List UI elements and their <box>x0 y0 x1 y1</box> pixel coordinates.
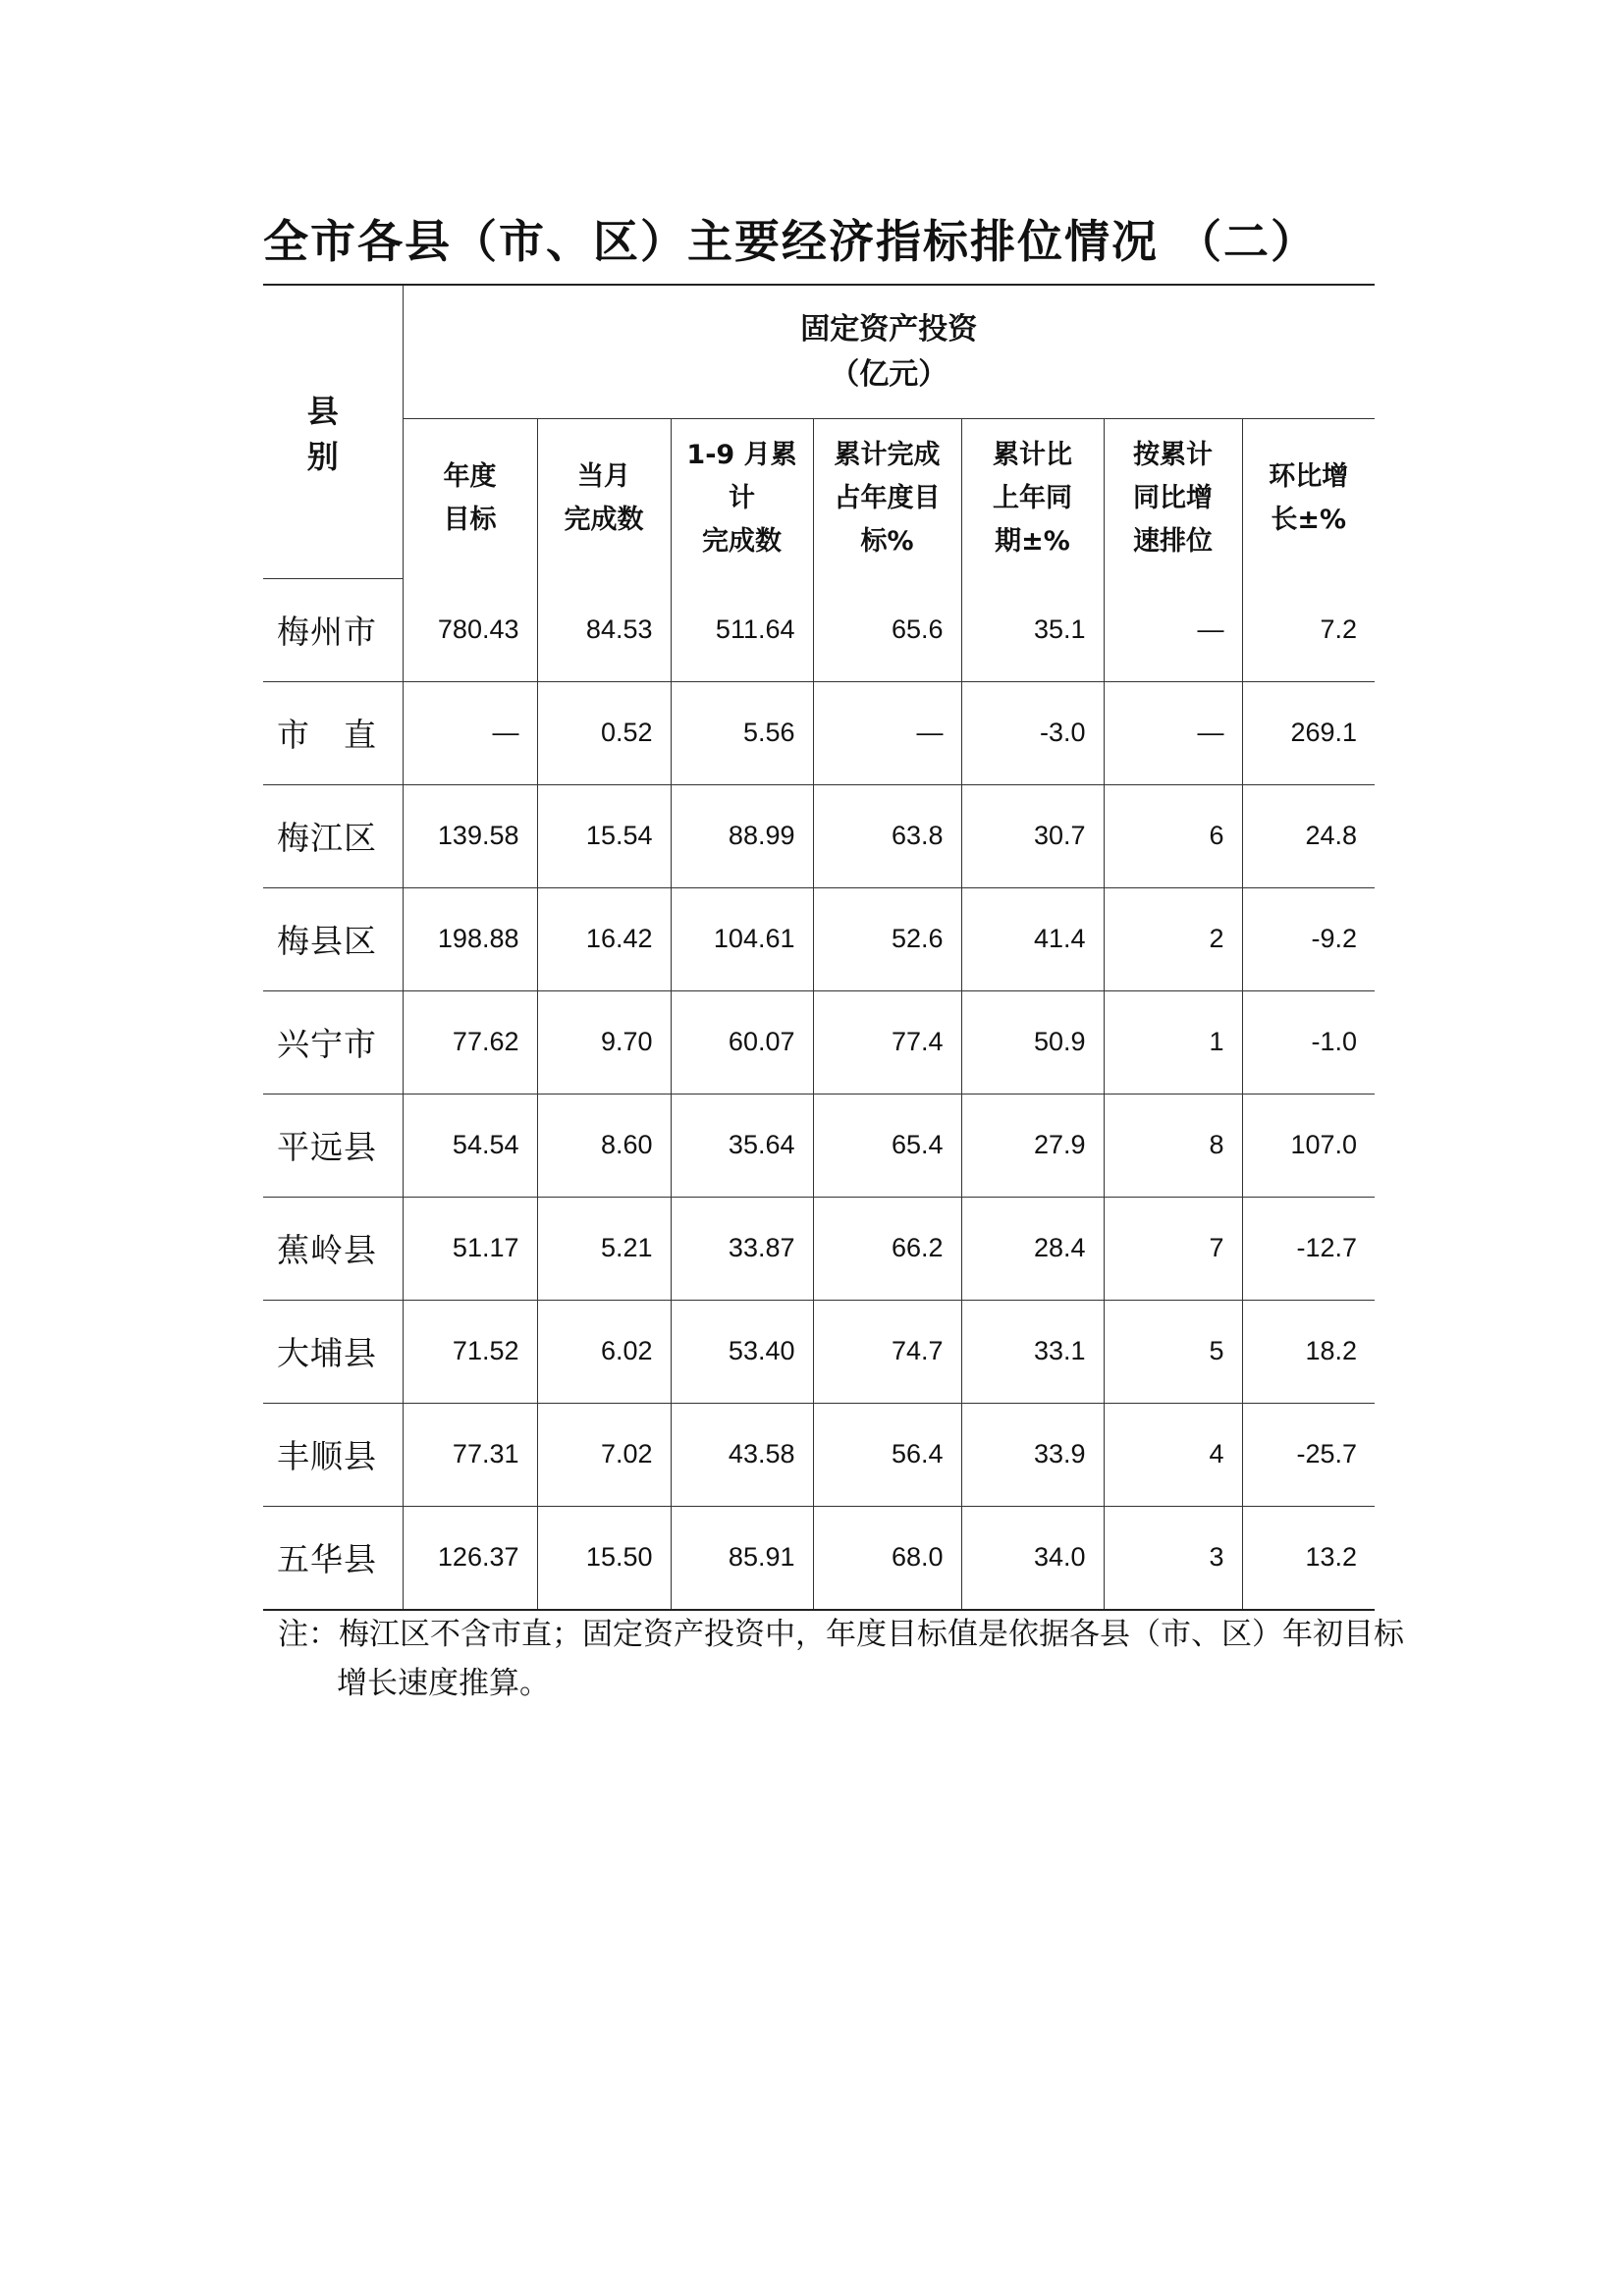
cell-target-ratio: 66.2 <box>813 1197 961 1300</box>
column-header-target-ratio: 累计完成 占年度目 标% <box>813 419 961 579</box>
table-row <box>263 1094 1375 1197</box>
cell-growth-rank: 4 <box>1104 1403 1242 1506</box>
cell-monthly-done: 7.02 <box>537 1403 671 1506</box>
cell-target-ratio: 65.4 <box>813 1094 961 1197</box>
cell-cumulative-done: 60.07 <box>671 990 813 1094</box>
column-header-yoy-change: 累计比 上年同 期±% <box>961 419 1104 579</box>
table-row <box>263 1300 1375 1403</box>
cell-cumulative-done: 33.87 <box>671 1197 813 1300</box>
table-row <box>263 578 1375 681</box>
cell-growth-rank: 8 <box>1104 1094 1242 1197</box>
cell-yoy-change: 35.1 <box>961 578 1104 681</box>
cell-annual-target: 198.88 <box>403 887 537 990</box>
cell-yoy-change: 28.4 <box>961 1197 1104 1300</box>
cell-annual-target: 126.37 <box>403 1506 537 1610</box>
cell-target-ratio: 63.8 <box>813 784 961 887</box>
cell-cumulative-done: 88.99 <box>671 784 813 887</box>
cell-mom-growth: -9.2 <box>1242 887 1375 990</box>
county-name: 平远县 <box>263 1094 403 1197</box>
group-header-title: 固定资产投资 <box>800 311 978 347</box>
column-header-cumulative-done: 1-9 月累 计 完成数 <box>671 419 813 579</box>
cell-cumulative-done: 35.64 <box>671 1094 813 1197</box>
cell-target-ratio: 52.6 <box>813 887 961 990</box>
cell-monthly-done: 0.52 <box>537 681 671 784</box>
county-name: 五华县 <box>263 1506 403 1610</box>
cell-monthly-done: 15.54 <box>537 784 671 887</box>
county-name: 兴宁市 <box>263 990 403 1094</box>
cell-mom-growth: 107.0 <box>1242 1094 1375 1197</box>
county-name: 丰顺县 <box>263 1403 403 1506</box>
table-row <box>263 990 1375 1094</box>
column-header-growth-rank: 按累计 同比增 速排位 <box>1104 419 1242 579</box>
county-name: 梅江区 <box>263 784 403 887</box>
cell-yoy-change: 33.1 <box>961 1300 1104 1403</box>
cell-cumulative-done: 85.91 <box>671 1506 813 1610</box>
cell-target-ratio: 77.4 <box>813 990 961 1094</box>
page-title: 全市各县（市、区）主要经济指标排位情况 （二） <box>263 215 1319 268</box>
cell-annual-target: — <box>403 681 537 784</box>
cell-target-ratio: 65.6 <box>813 578 961 681</box>
county-header: 县 别 <box>263 285 403 578</box>
cell-annual-target: 139.58 <box>403 784 537 887</box>
cell-mom-growth: 18.2 <box>1242 1300 1375 1403</box>
cell-target-ratio: 68.0 <box>813 1506 961 1610</box>
cell-monthly-done: 16.42 <box>537 887 671 990</box>
column-header-mom-growth: 环比增 长±% <box>1242 419 1375 579</box>
cell-growth-rank: 2 <box>1104 887 1242 990</box>
cell-annual-target: 77.62 <box>403 990 537 1094</box>
cell-yoy-change: -3.0 <box>961 681 1104 784</box>
cell-growth-rank: 3 <box>1104 1506 1242 1610</box>
column-header-monthly-done: 当月 完成数 <box>537 419 671 579</box>
cell-monthly-done: 84.53 <box>537 578 671 681</box>
cell-target-ratio: 74.7 <box>813 1300 961 1403</box>
cell-cumulative-done: 511.64 <box>671 578 813 681</box>
cell-monthly-done: 9.70 <box>537 990 671 1094</box>
cell-growth-rank: — <box>1104 681 1242 784</box>
cell-growth-rank: 1 <box>1104 990 1242 1094</box>
cell-mom-growth: -25.7 <box>1242 1403 1375 1506</box>
cell-target-ratio: 56.4 <box>813 1403 961 1506</box>
cell-cumulative-done: 104.61 <box>671 887 813 990</box>
cell-mom-growth: 269.1 <box>1242 681 1375 784</box>
cell-cumulative-done: 43.58 <box>671 1403 813 1506</box>
cell-target-ratio: — <box>813 681 961 784</box>
county-name: 梅县区 <box>263 887 403 990</box>
cell-mom-growth: -12.7 <box>1242 1197 1375 1300</box>
cell-monthly-done: 5.21 <box>537 1197 671 1300</box>
cell-cumulative-done: 5.56 <box>671 681 813 784</box>
county-name: 大埔县 <box>263 1300 403 1403</box>
investment-group-header <box>403 285 1375 419</box>
cell-mom-growth: 13.2 <box>1242 1506 1375 1610</box>
cell-annual-target: 54.54 <box>403 1094 537 1197</box>
table-row <box>263 784 1375 887</box>
indicator-table <box>263 284 1375 1611</box>
cell-annual-target: 780.43 <box>403 578 537 681</box>
cell-annual-target: 71.52 <box>403 1300 537 1403</box>
group-header-unit: （亿元） <box>830 356 948 392</box>
cell-annual-target: 51.17 <box>403 1197 537 1300</box>
cell-yoy-change: 33.9 <box>961 1403 1104 1506</box>
cell-mom-growth: 24.8 <box>1242 784 1375 887</box>
cell-yoy-change: 30.7 <box>961 784 1104 887</box>
cell-monthly-done: 6.02 <box>537 1300 671 1403</box>
table-row <box>263 1506 1375 1610</box>
table-row <box>263 681 1375 784</box>
cell-yoy-change: 50.9 <box>961 990 1104 1094</box>
cell-yoy-change: 41.4 <box>961 887 1104 990</box>
cell-cumulative-done: 53.40 <box>671 1300 813 1403</box>
cell-monthly-done: 15.50 <box>537 1506 671 1610</box>
cell-growth-rank: 7 <box>1104 1197 1242 1300</box>
cell-growth-rank: 5 <box>1104 1300 1242 1403</box>
column-header-annual-target: 年度 目标 <box>403 419 537 579</box>
cell-annual-target: 77.31 <box>403 1403 537 1506</box>
county-name: 梅州市 <box>263 578 403 681</box>
cell-mom-growth: -1.0 <box>1242 990 1375 1094</box>
cell-monthly-done: 8.60 <box>537 1094 671 1197</box>
table-row <box>263 887 1375 990</box>
table-row <box>263 1403 1375 1506</box>
cell-yoy-change: 34.0 <box>961 1506 1104 1610</box>
cell-growth-rank: — <box>1104 578 1242 681</box>
footnote: 注：梅江区不含市直；固定资产投资中，年度目标值是依据各县（市、区）年初目标增长速度推算。 <box>278 1617 1404 1701</box>
cell-yoy-change: 27.9 <box>961 1094 1104 1197</box>
cell-growth-rank: 6 <box>1104 784 1242 887</box>
county-name: 蕉岭县 <box>263 1197 403 1300</box>
county-name: 市 直 <box>263 681 403 784</box>
cell-mom-growth: 7.2 <box>1242 578 1375 681</box>
table-row <box>263 1197 1375 1300</box>
